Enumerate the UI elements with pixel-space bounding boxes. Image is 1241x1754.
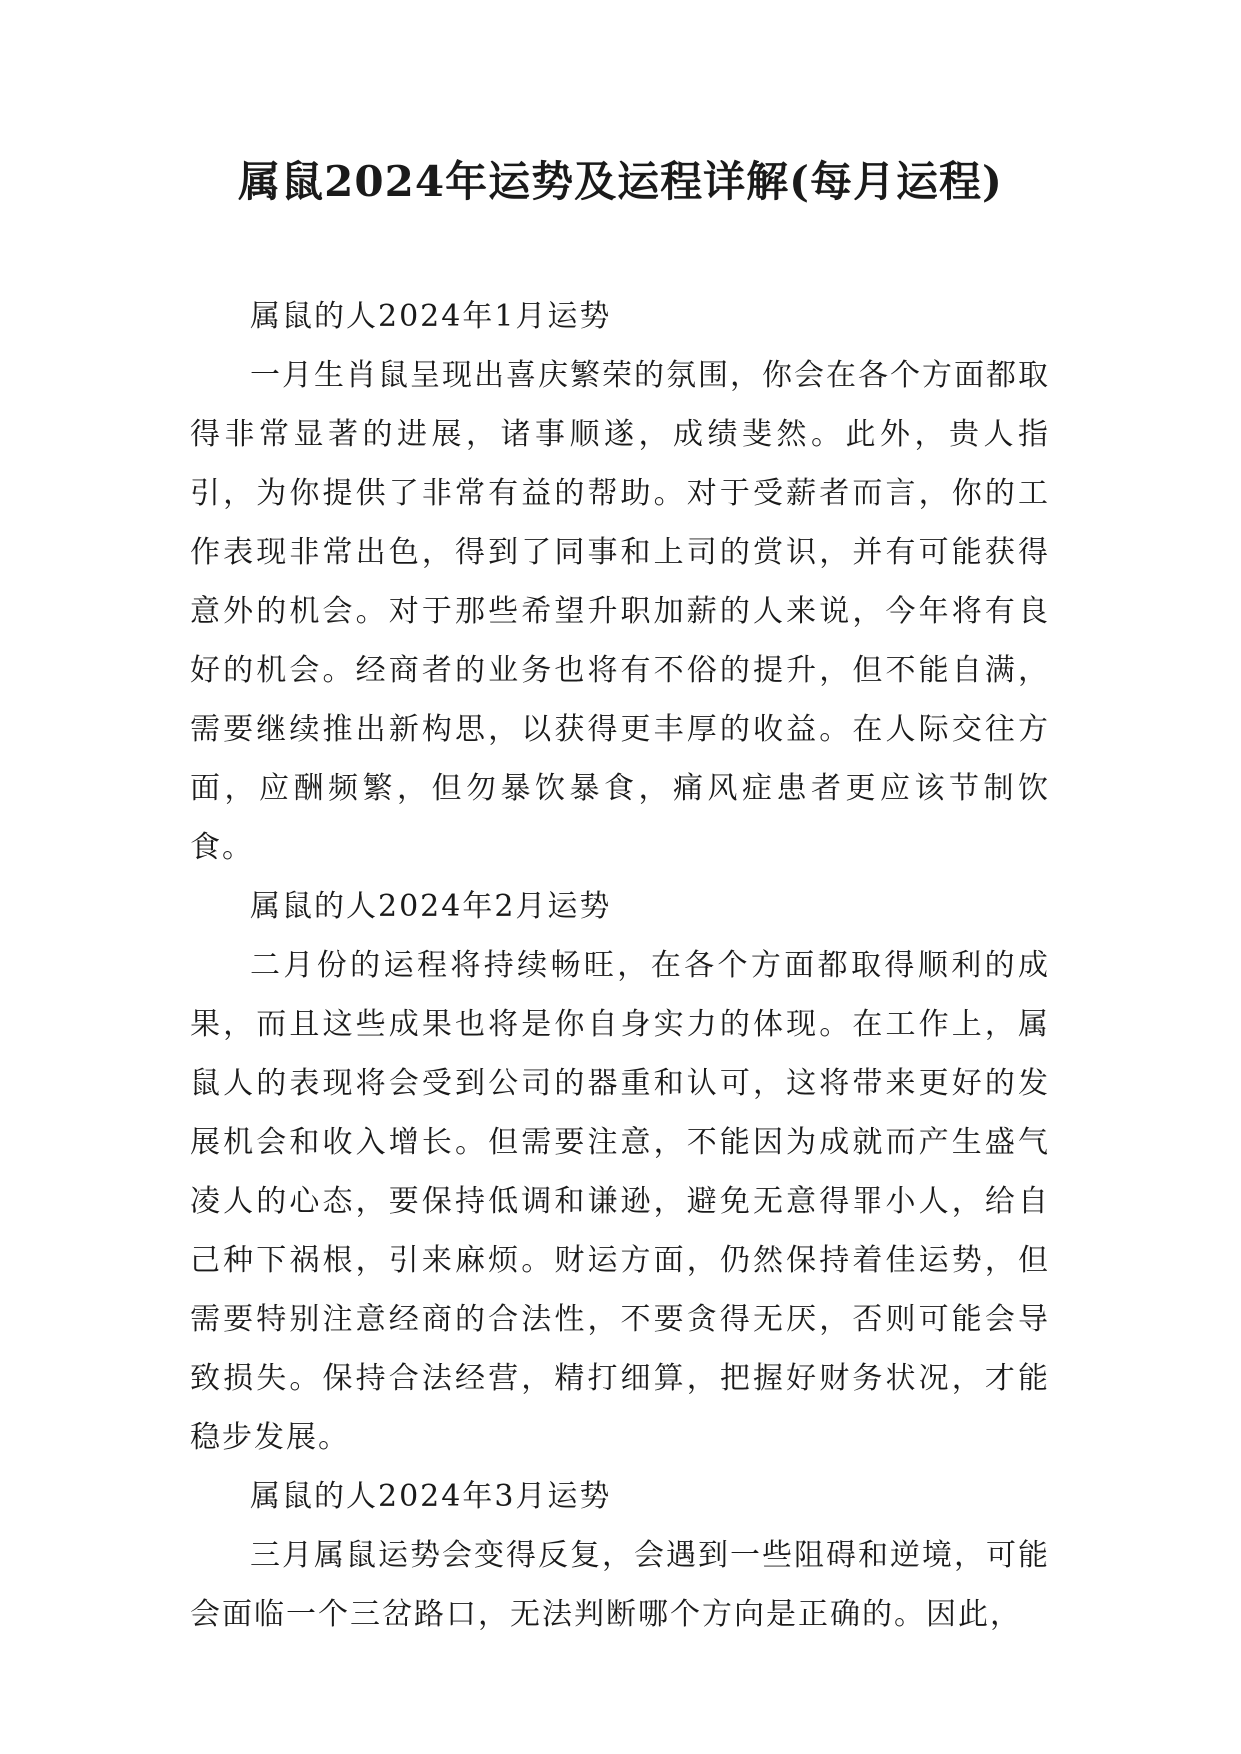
paragraph-march: 三月属鼠运势会变得反复，会遇到一些阻碍和逆境，可能会面临一个三岔路口，无法判断哪个方向是正确的。因此， [190, 1538, 1050, 1632]
month-heading-february: 属鼠的人2024年2月运势 [250, 889, 612, 924]
month-heading-january: 属鼠的人2024年1月运势 [250, 299, 612, 334]
paragraph-january: 一月生肖鼠呈现出喜庆繁荣的氛围，你会在各个方面都取得非常显著的进展，诸事顺遂，成绩斐然。此外，贵人指引，为你提供了非常有益的帮助。对于受薪者而言，你的工作表现非常出色，得到了同事和上司的赏识，并有可能获得意外的机会。对于那些希望升职加薪的人来说，今年将有良好的机会。经商者的业务也将有不俗的提升，但不能自满，需要继续推出新构思，以获得更丰厚的收益。在人际交往方面，应酬频繁，但勿暴饮暴食，痛风症患者更应该节制饮食。 [190, 358, 1050, 865]
document-title: 属鼠2024年运势及运程详解(每月运程) [238, 157, 1003, 206]
month-heading-march: 属鼠的人2024年3月运势 [250, 1479, 612, 1514]
paragraph-february: 二月份的运程将持续畅旺，在各个方面都取得顺利的成果，而且这些成果也将是你自身实力的体现。在工作上，属鼠人的表现将会受到公司的器重和认可，这将带来更好的发展机会和收入增长。但需要注意，不能因为成就而产生盛气凌人的心态，要保持低调和谦逊，避免无意得罪小人，给自己种下祸根，引来麻烦。财运方面，仍然保持着佳运势，但需要特别注意经商的合法性，不要贪得无厌，否则可能会导致损失。保持合法经营，精打细算，把握好财务状况，才能稳步发展。 [190, 948, 1050, 1455]
document-body [190, 287, 1050, 1644]
